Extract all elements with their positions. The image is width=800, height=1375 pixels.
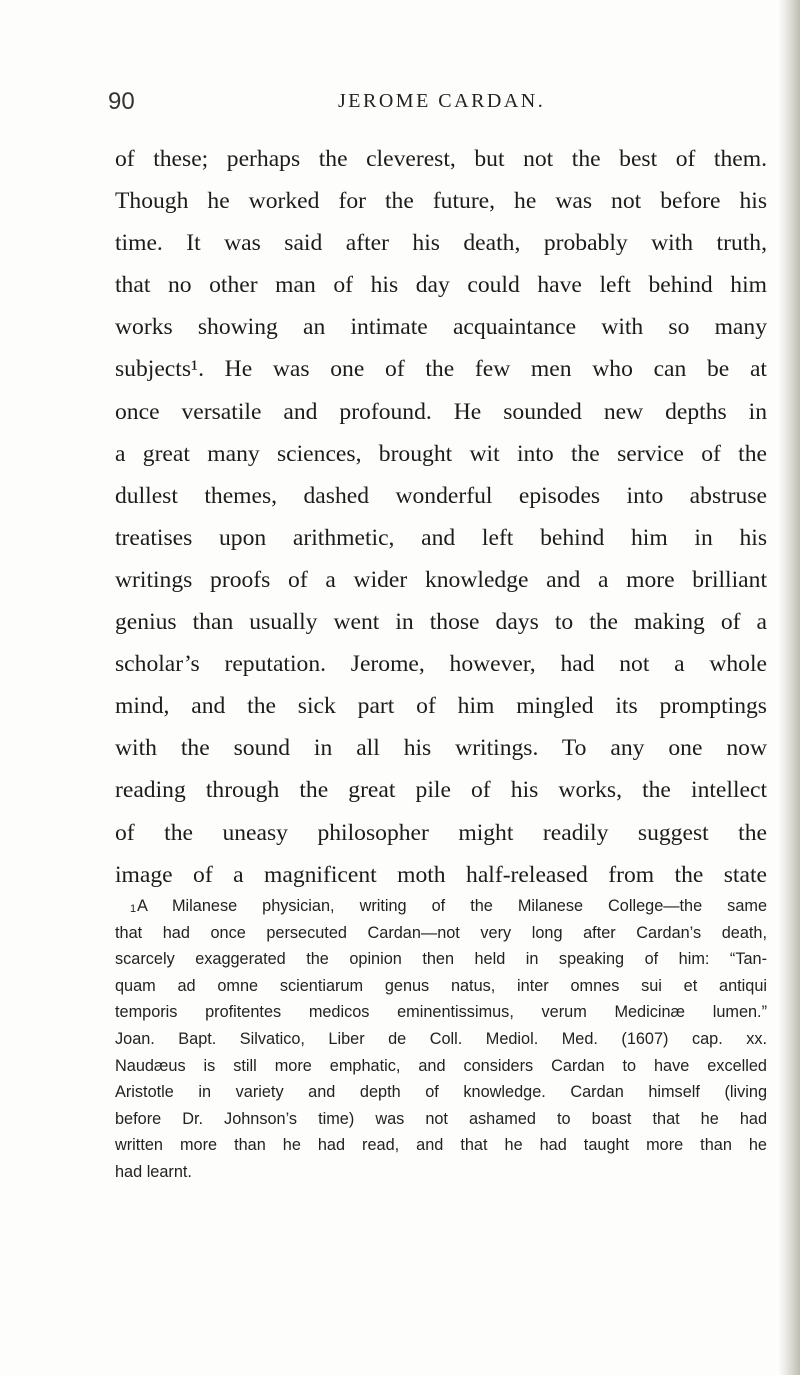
body-line: dullest themes, dashed wonderful episodes into abstruse <box>115 482 767 509</box>
body-line: with the sound in all his writings. To any one now <box>115 735 767 762</box>
footnote <box>115 893 767 1186</box>
footnote-line: Aristotle in variety and depth of knowledge. Cardan himself (living <box>115 1083 767 1102</box>
footnote-line: quam ad omne scientiarum genus natus, inter omnes sui et antiqui <box>115 976 767 995</box>
footnote-marker: 1 <box>130 903 137 915</box>
footnote-line: A Milanese physician, writing of the Milanese College—the same <box>137 897 767 915</box>
footnote-line: before Dr. Johnson’s time) was not ashamed to boast that he had <box>115 1109 767 1128</box>
body-line: subjects¹. He was one of the few men who can be at <box>115 356 767 383</box>
body-line: works showing an intimate acquaintance with so many <box>115 314 767 341</box>
body-line: reading through the great pile of his works, the intellect <box>115 777 767 804</box>
page-edge-shadow <box>778 0 800 1375</box>
body-line: of these; perhaps the cleverest, but not the best of them. <box>115 146 767 172</box>
body-line: that no other man of his day could have left behind him <box>115 272 767 299</box>
footnote-line: that had once persecuted Cardan—not very long after Cardan’s death, <box>115 923 767 942</box>
page-number: 90 <box>108 88 135 115</box>
body-line: image of a magnificent moth half-released from the state <box>115 861 767 888</box>
body-line: Though he worked for the future, he was not before his <box>115 188 767 215</box>
body-line: mind, and the sick part of him mingled its promptings <box>115 693 767 720</box>
running-header <box>108 88 758 124</box>
footnote-line: temporis profitentes medicos eminentissimus, verum Medicinæ lumen.” <box>115 1003 767 1022</box>
body-line: treatises upon arithmetic, and left behind him in his <box>115 524 767 551</box>
footnote-line: scarcely exaggerated the opinion then held in speaking of him: “Tan- <box>115 950 767 969</box>
body-line: genius than usually went in those days to the making of a <box>115 609 767 636</box>
footnote-line: Naudæus is still more emphatic, and considers Cardan to have excelled <box>115 1056 767 1075</box>
body-line: of the uneasy philosopher might readily suggest the <box>115 819 767 846</box>
body-line: once versatile and profound. He sounded new depths in <box>115 398 767 425</box>
body-line: time. It was said after his death, probably with truth, <box>115 230 767 257</box>
footnote-line: written more than he had read, and that he had taught more than he <box>115 1136 767 1155</box>
body-line: scholar’s reputation. Jerome, however, had not a whole <box>115 651 767 678</box>
body-paragraph <box>115 138 767 896</box>
body-line: a great many sciences, brought wit into the service of the <box>115 440 767 467</box>
footnote-line: Joan. Bapt. Silvatico, Liber de Coll. Mediol. Med. (1607) cap. xx. <box>115 1029 767 1048</box>
body-line: writings proofs of a wider knowledge and a more brilliant <box>115 566 767 593</box>
footnote-line: had learnt. <box>115 1162 192 1181</box>
running-title: JEROME CARDAN. <box>338 90 546 112</box>
